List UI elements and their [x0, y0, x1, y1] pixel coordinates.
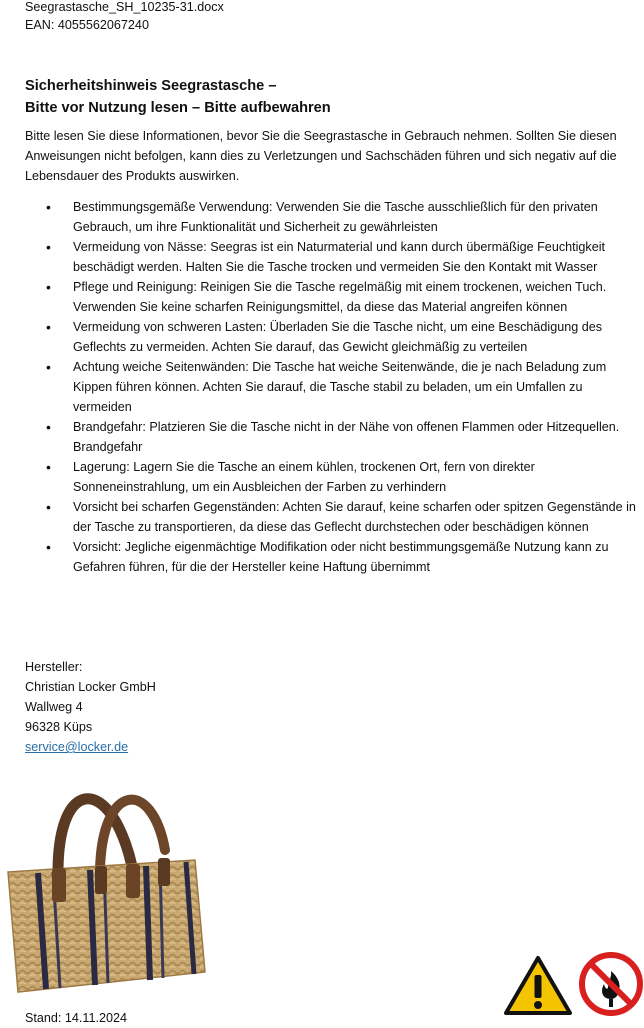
manufacturer-label: Hersteller: — [25, 660, 83, 674]
intro-paragraph: Bitte lesen Sie diese Informationen, bevor Sie die Seegrastasche in Gebrauch nehmen. Sollten Sie diesen Anweisungen nicht befolgen, kann dies zu Verletzungen und Sachschäden führen und sich negativ auf die Lebensdauer des Produkts auswirken. — [25, 129, 617, 183]
list-item — [0, 457, 644, 497]
bullet-icon: • — [46, 539, 51, 555]
bullet-icon: • — [46, 319, 51, 335]
list-item — [0, 357, 644, 417]
list-item — [0, 277, 644, 317]
list-item-text: Vorsicht bei scharfen Gegenständen: Achten Sie darauf, keine scharfen oder spitzen Gegenstände in der Tasche zu transportieren, da diese das Geflecht durchstechen oder beschädigen können — [73, 500, 636, 534]
bullet-icon: • — [46, 499, 51, 515]
list-item-text: Brandgefahr: Platzieren Sie die Tasche nicht in der Nähe von offenen Flammen oder Hitzequellen. Brandgefahr — [73, 420, 620, 454]
list-item — [0, 237, 644, 277]
city-address: 96328 Küps — [25, 720, 93, 734]
file-name: Seegrastasche_SH_10235-31.docx — [25, 0, 224, 14]
bullet-icon: • — [46, 239, 51, 255]
bullet-icon: • — [46, 199, 51, 215]
list-item-text: Lagerung: Lagern Sie die Tasche an einem kühlen, trockenen Ort, fern von direkter Sonneneinstrahlung, um ein Ausbleichen der Farben zu verhindern — [73, 460, 535, 494]
list-item — [0, 537, 644, 577]
list-item-text: Vermeidung von schweren Lasten: Überladen Sie die Tasche nicht, um eine Beschädigung des Geflechts zu vermeiden. Achten Sie darauf, das Gewicht gleichmäßig zu verteilen — [73, 320, 603, 354]
bullet-icon: • — [46, 279, 51, 295]
company-name: Christian Locker GmbH — [25, 680, 156, 694]
manufacturer-block — [25, 657, 156, 757]
email-link[interactable]: service@locker.de — [25, 740, 129, 754]
bullet-icon: • — [46, 419, 51, 435]
list-item-text: Bestimmungsgemäße Verwendung: Verwenden Sie die Tasche ausschließlich für den privaten Gebrauch, um ihre Funktionalität und Sicherheit zu gewährleisten — [73, 200, 598, 234]
list-item-text: Achtung weiche Seitenwänden: Die Tasche hat weiche Seitenwände, die je nach Beladung zum Kippen führen können. Achten Sie darauf, die Tasche stabil zu beladen, um ein Umfallen zu vermeiden — [73, 360, 607, 414]
ean-code: EAN: 4055562067240 — [25, 18, 149, 32]
list-item-text: Vermeidung von Nässe: Seegras ist ein Naturmaterial und kann durch übermäßige Feuchtigkeit beschädigt werden. Halten Sie die Tasche trocken und vermeiden Sie den Kontakt mit Wasser — [73, 240, 606, 274]
list-item — [0, 417, 644, 457]
no-open-flame-icon — [578, 951, 644, 1017]
document-date: Stand: 14.11.2024 — [25, 1011, 128, 1025]
title-line-2: Bitte vor Nutzung lesen – Bitte aufbewahren — [25, 100, 331, 116]
street-address: Wallweg 4 — [25, 700, 83, 714]
document-header — [25, 0, 224, 34]
list-item — [0, 197, 644, 237]
warning-triangle-icon — [503, 955, 573, 1017]
list-item-text: Vorsicht: Jegliche eigenmächtige Modifikation oder nicht bestimmungsgemäße Nutzung kann zu Gefahren führen, für die der Hersteller keine Haftung übernimmt — [73, 540, 609, 574]
safety-list — [0, 197, 644, 577]
title-line-1: Sicherheitshinweis Seegrastasche – — [25, 78, 277, 94]
bullet-icon: • — [46, 359, 51, 375]
page-title — [25, 75, 331, 119]
list-item — [0, 497, 644, 537]
bullet-icon: • — [46, 459, 51, 475]
list-item-text: Pflege und Reinigung: Reinigen Sie die Tasche regelmäßig mit einem trockenen, weichen Tuch. Verwenden Sie keine scharfen Reinigungsmittel, da diese das Material angreifen können — [73, 280, 607, 314]
product-image-seagrass-bag — [0, 760, 215, 1005]
list-item — [0, 317, 644, 357]
